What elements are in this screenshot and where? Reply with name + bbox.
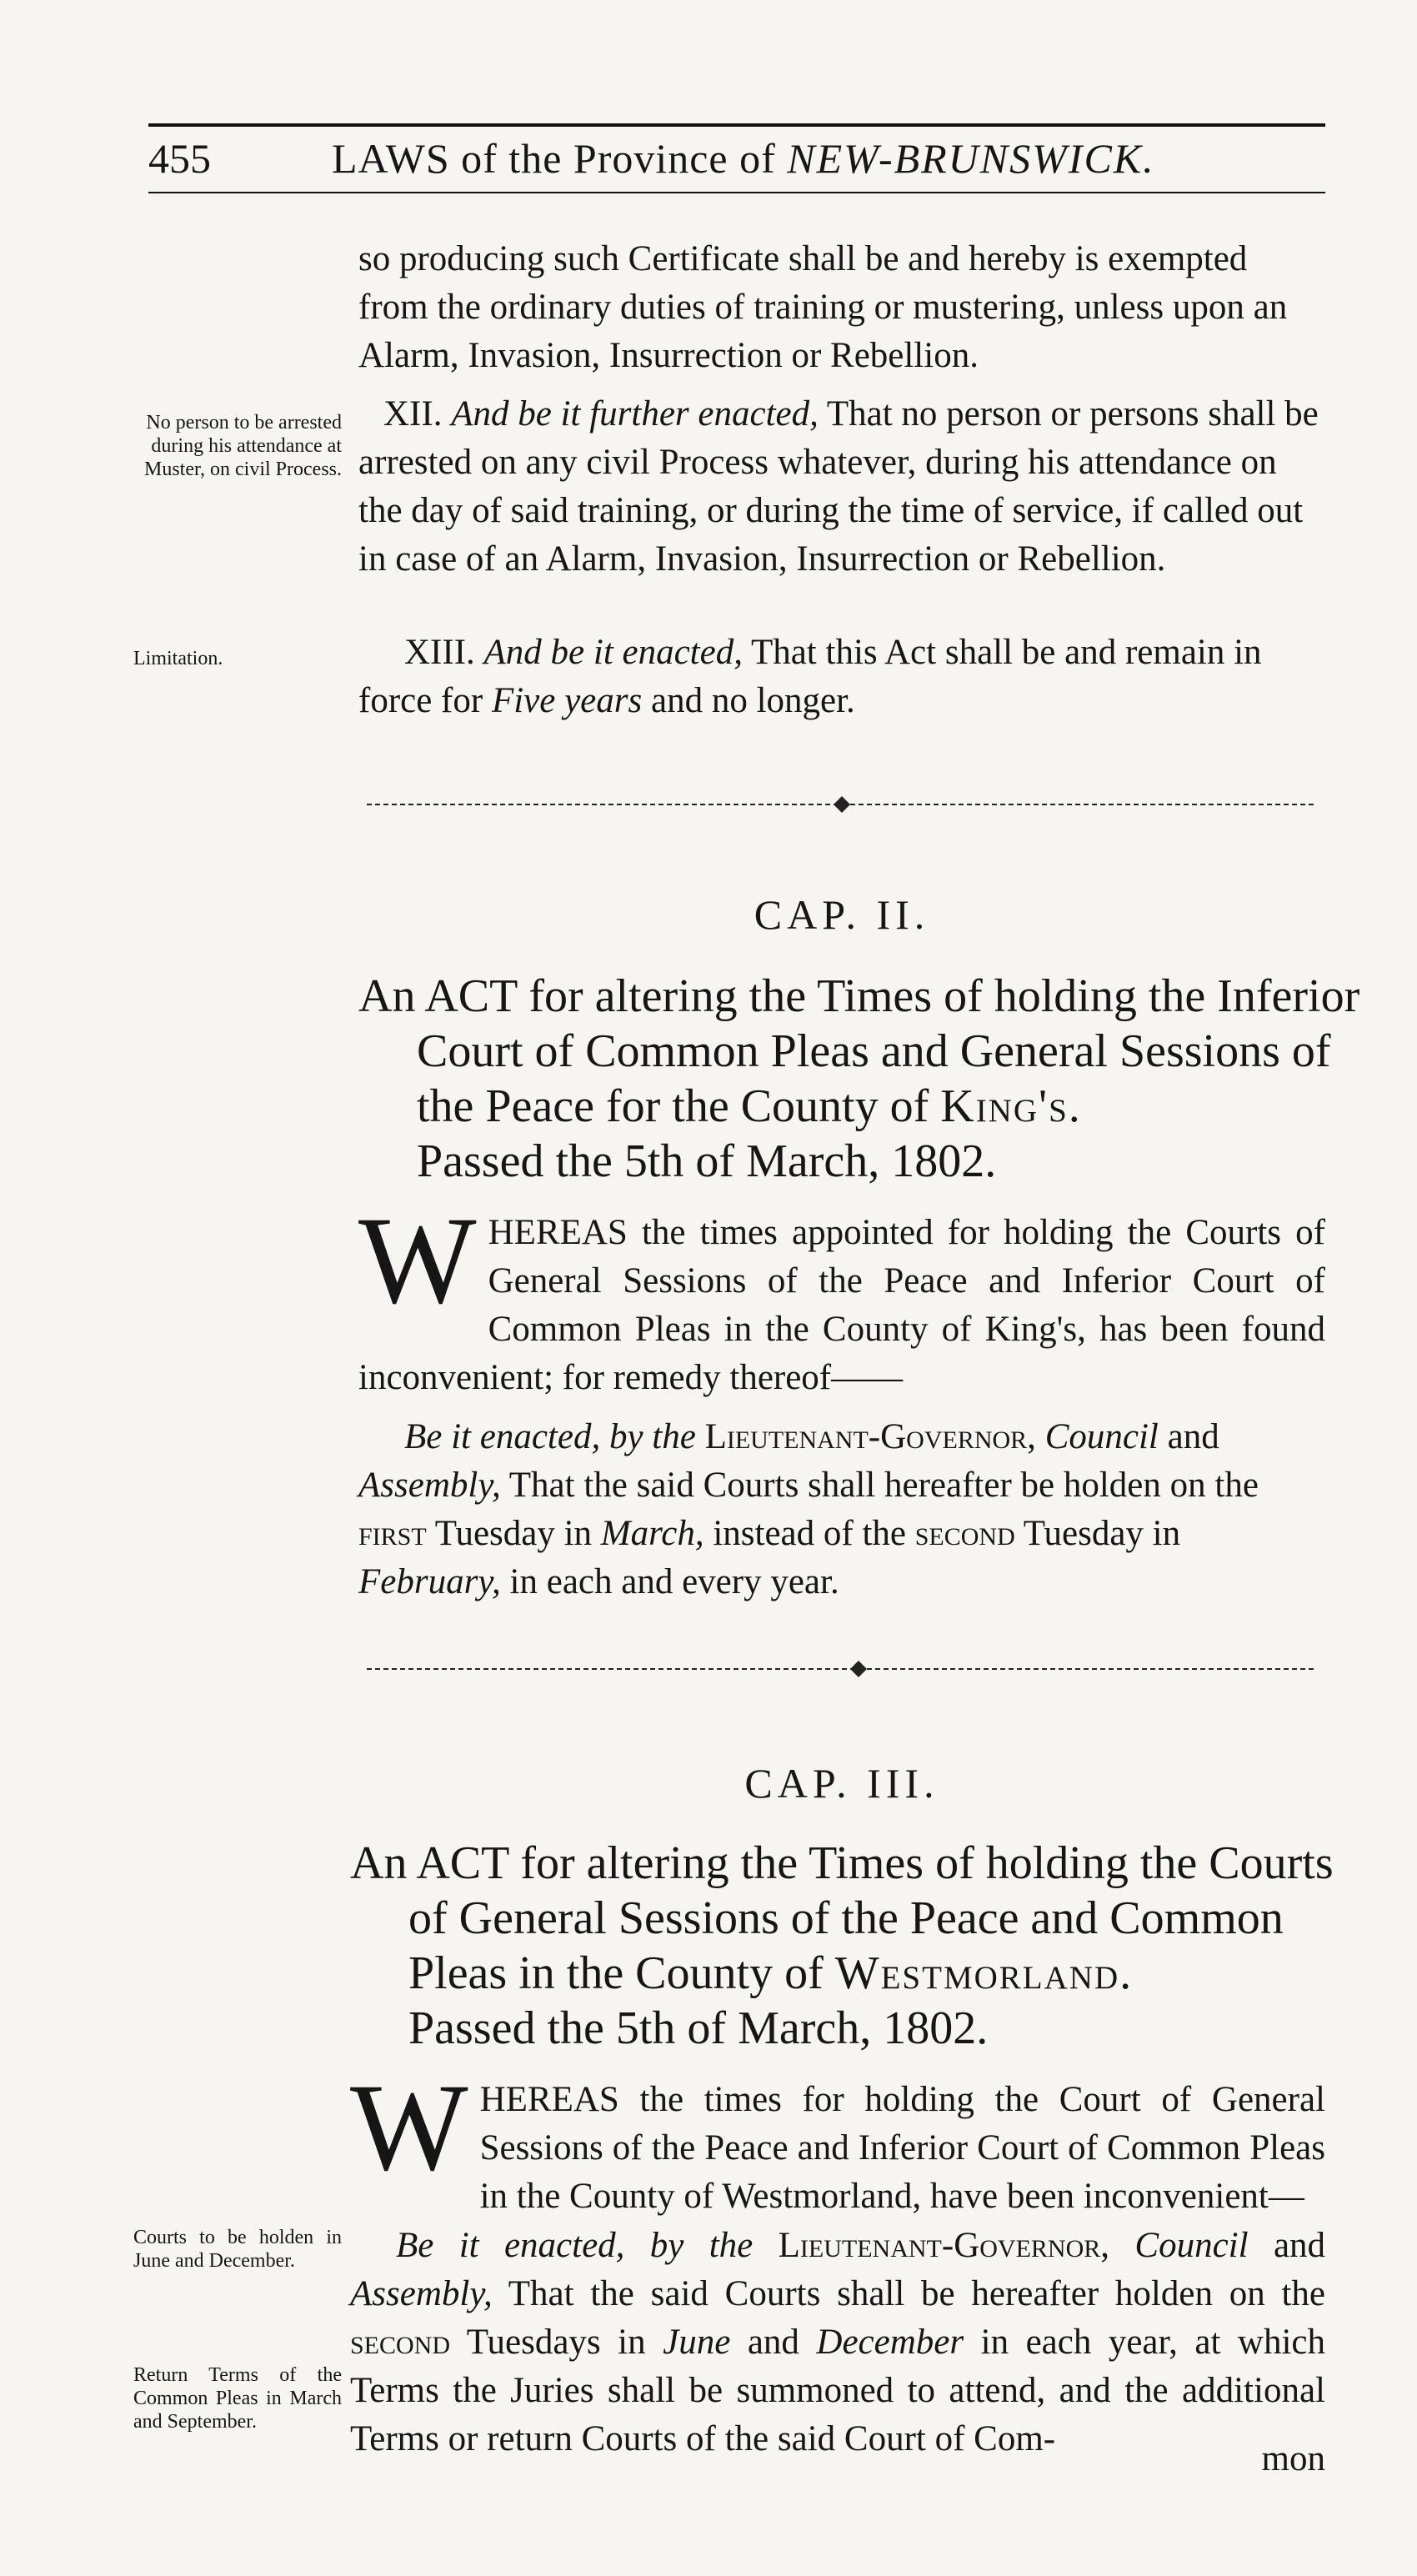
- cap-3-preamble-text: [350, 2058, 1325, 2221]
- continuation-paragraph: [358, 235, 1325, 380]
- cap-3-enactment-text: [350, 2222, 1325, 2463]
- cap-2-february: February,: [358, 1562, 501, 1601]
- cap-3-title: [350, 1836, 1367, 2056]
- margin-note-return-terms: Return Terms of the Common Pleas in March and September.: [133, 2364, 342, 2433]
- cap-3-title-text: An ACT for altering the Times of holding the Courts of General Sessions of the Peace and Common Pleas in the County of: [350, 1837, 1334, 1999]
- running-title-province: NEW-BRUNSWICK.: [787, 135, 1155, 182]
- cap-3-title-passed: Passed the 5th of March, 1802.: [408, 2002, 989, 2054]
- cap-3-assembly: Assembly,: [350, 2274, 493, 2313]
- cap-3-and: and: [1273, 2226, 1326, 2265]
- cap-2-preamble-text: [358, 1191, 1325, 1402]
- margin-note-june-december: Courts to be holden in June and December.: [133, 2227, 342, 2272]
- section-13-text: [358, 629, 1325, 725]
- cap-2-assembly: Assembly,: [358, 1466, 501, 1505]
- cap-3-june: June: [663, 2323, 731, 2362]
- cap-2-and: and: [1167, 1417, 1219, 1456]
- cap-2-preamble: [358, 1191, 1325, 1402]
- running-title-prefix: LAWS of the Province of: [332, 135, 776, 182]
- section-12: [358, 390, 1325, 584]
- continuation-text: so producing such Certificate shall be and hereby is exempted from the ordinary duties of training or mustering, unless upon an Alarm, Invasion, Insurrection or Rebellion.: [358, 239, 1288, 375]
- cap-3-lt-governor: Lieutenant-Governor,: [778, 2226, 1110, 2265]
- section-12-numeral: XII.: [383, 394, 443, 434]
- ornamental-divider: [367, 1659, 1317, 1679]
- section-13-body: That this Act shall be and remain in force for: [358, 633, 1262, 720]
- section-13-enacting: And be it enacted,: [483, 633, 743, 672]
- cap-2-text-4: Tuesday in: [1023, 1514, 1181, 1553]
- catchword: mon: [1261, 2439, 1325, 2478]
- cap-2-text-3: instead of the: [713, 1514, 906, 1553]
- cap-2-second: second: [914, 1514, 1015, 1553]
- running-title: [332, 129, 1155, 188]
- cap-3-second: second: [350, 2323, 451, 2362]
- header-rule-top: [148, 123, 1325, 127]
- cap-2-heading: CAP. II.: [754, 891, 930, 938]
- running-header: [148, 129, 1325, 188]
- section-12-body: That no person or persons shall be arrested on any civil Process whatever, during his attendance on the day of said training, or during the time of service, if called out in case of an Alarm, Invasion, Insurrection or Rebellion.: [358, 394, 1319, 579]
- section-13: [358, 629, 1325, 725]
- cap-2-title: [358, 969, 1375, 1189]
- cap-3-text-2: Tuesdays in: [466, 2323, 646, 2362]
- cap-2-enactment: [358, 1413, 1325, 1606]
- section-12-text: [358, 390, 1325, 584]
- cap-3-preamble-body: HEREAS the times for holding the Court of General Sessions of the Peace and Inferior Court of Common Pleas in the County of Westmorland, have been inconvenient—: [479, 2080, 1325, 2216]
- cap-2-council: Council: [1044, 1417, 1159, 1456]
- section-13-term: Five years: [491, 681, 643, 720]
- cap-2-text-5: in each and every year.: [509, 1562, 839, 1601]
- cap-2-enact-lead: Be it enacted, by the: [404, 1417, 696, 1456]
- header-rule-bottom: [148, 192, 1325, 193]
- cap-3-text-3: in each year, at which Terms the Juries shall be summoned to attend, and the additional Terms or return Courts of the said Court of Com-: [350, 2323, 1326, 2458]
- cap-2-text-1: That the said Courts shall hereafter be holden on the: [508, 1466, 1259, 1505]
- cap-2-text-2: Tuesday in: [434, 1514, 593, 1553]
- margin-note-no-arrest: No person to be arrested during his attendance at Muster, on civil Process.: [143, 412, 342, 480]
- margin-note-limitation: Limitation.: [133, 648, 223, 669]
- cap-2-first: first: [358, 1514, 427, 1553]
- section-13-numeral: XIII.: [404, 633, 475, 672]
- cap-3-council: Council: [1134, 2226, 1249, 2265]
- cap-2-drop-initial: W: [358, 1191, 477, 1330]
- cap-2-enactment-text: [358, 1413, 1325, 1606]
- cap-2-title-passed: Passed the 5th of March, 1802.: [417, 1135, 997, 1187]
- cap-2-title-text: An ACT for altering the Times of holding the Inferior Court of Common Pleas and General Sessions of the Peace for the County of: [358, 970, 1360, 1132]
- cap-2-lt-governor: Lieutenant-Governor,: [704, 1417, 1036, 1456]
- cap-3-drop-initial: W: [350, 2058, 468, 2197]
- cap-3-and-2: and: [747, 2323, 799, 2362]
- cap-3-text-1: That the said Courts shall be hereafter holden on the: [508, 2274, 1325, 2313]
- ornamental-divider: [367, 794, 1317, 814]
- section-13-end: and no longer.: [650, 681, 855, 720]
- section-12-enacting: And be it further enacted,: [451, 394, 819, 434]
- cap-2-march: March,: [600, 1514, 704, 1553]
- page-number: 455: [148, 135, 211, 182]
- cap-3-title-county: Westmorland.: [834, 1947, 1134, 1999]
- cap-3-preamble: [350, 2058, 1325, 2221]
- cap-3-enactment: [350, 2222, 1325, 2463]
- cap-3-heading: CAP. III.: [744, 1760, 939, 1807]
- cap-2-title-county: King's.: [940, 1080, 1082, 1132]
- cap-3-enact-lead: Be it enacted, by the: [396, 2226, 754, 2265]
- cap-3-december: December: [816, 2323, 964, 2362]
- cap-2-preamble-body: HEREAS the times appointed for holding the Courts of General Sessions of the Peace and Inferior Court of Common Pleas in the County of King's, has been found inconvenient; for remedy thereof——: [358, 1213, 1325, 1397]
